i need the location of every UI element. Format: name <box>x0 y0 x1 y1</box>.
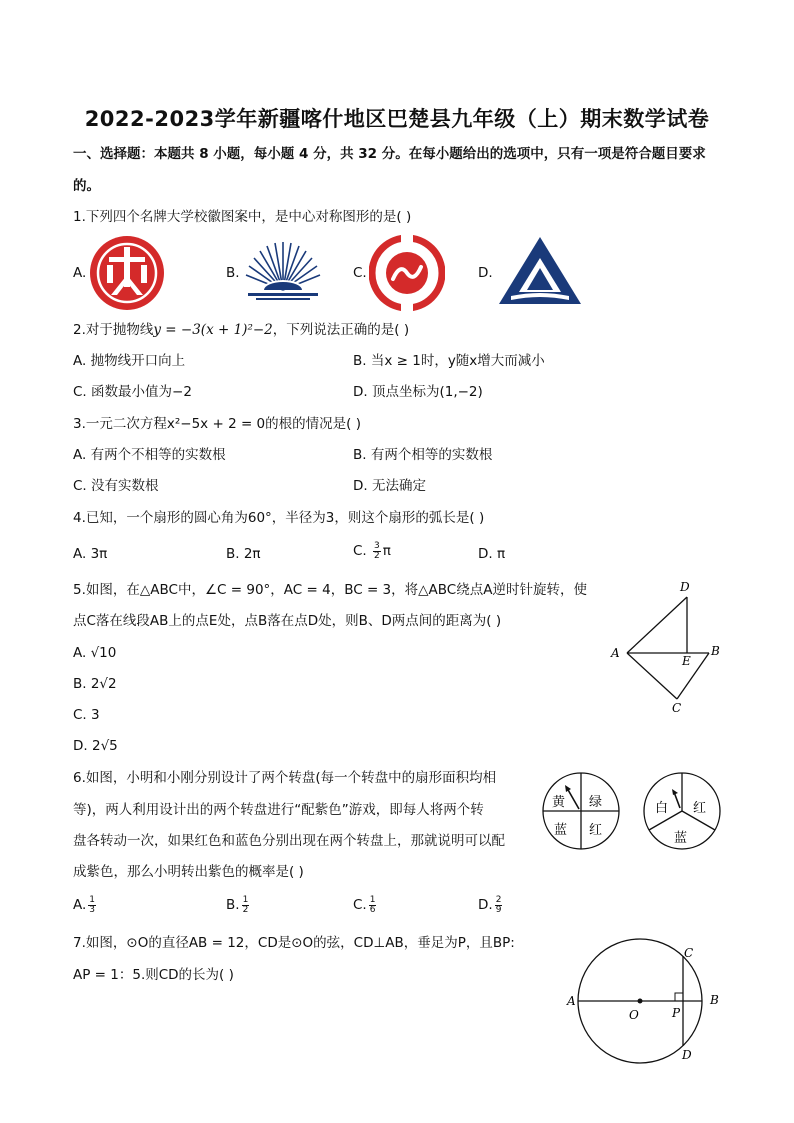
q6-option-d <box>478 895 504 915</box>
q5-label-a: A <box>611 646 620 660</box>
q6-option-d-fraction <box>495 896 503 915</box>
q7-label-p: P <box>672 1006 681 1020</box>
q7-label-a: A <box>567 994 576 1008</box>
q4-option-c <box>353 541 391 561</box>
q2-stem-suffix: ，下列说法正确的是( ) <box>272 322 410 338</box>
q3-option-b: B. 有两个相等的实数根 <box>353 447 493 463</box>
q4-option-c-label: C. <box>353 543 367 559</box>
q6-option-a <box>73 895 98 915</box>
q5-stem-line2: 点C落在线段AB上的点E处，点B落在点D处，则B、D两点间的距离为( ) <box>73 613 502 629</box>
q2-stem-prefix: 2.对于抛物线 <box>73 322 154 338</box>
q5-label-c: C <box>672 701 682 715</box>
spinner-1-red: 红 <box>589 823 603 838</box>
q4-stem: 4.已知，一个扇形的圆心角为60°，半径为3，则这个扇形的弧长是( ) <box>73 510 485 526</box>
spinner-2-figure <box>641 770 723 852</box>
q5-label-e: E <box>682 654 691 668</box>
q5-triangle-figure <box>605 575 725 715</box>
section-heading-line2: 的。 <box>73 178 100 194</box>
spinner-2-blue: 蓝 <box>674 831 688 846</box>
q5-label-b: B <box>711 644 720 658</box>
q7-stem-line2: AP = 1：5.则CD的长为( ) <box>73 967 234 983</box>
q6-option-a-fraction <box>88 896 96 915</box>
q1-option-b-label: B. <box>226 265 240 281</box>
q6-option-b <box>226 895 251 915</box>
q6-option-c-fraction <box>369 896 377 915</box>
q4-option-b: B. 2π <box>226 546 261 562</box>
q2-stem <box>73 320 409 340</box>
q6-c-denominator: 6 <box>369 904 376 915</box>
q4-option-a: A. 3π <box>73 546 108 562</box>
q7-stem-line1: 7.如图，⊙O的直径AB = 12，CD是⊙O的弦，CD⊥AB，垂足为P，且BP: <box>73 935 515 951</box>
q6-option-c-label: C. <box>353 897 367 913</box>
q2-option-c: C. 函数最小值为−2 <box>73 384 192 400</box>
q6-stem-line1: 6.如图，小明和小刚分别设计了两个转盘(每一个转盘中的扇形面积均相 <box>73 770 497 786</box>
spinner-2-red: 红 <box>693 801 707 816</box>
q7-label-d: D <box>682 1048 692 1062</box>
q5-option-a: A. √10 <box>73 645 117 661</box>
q7-label-b: B <box>710 993 719 1007</box>
emblem-b-icon <box>244 240 322 302</box>
spinner-2-white: 白 <box>655 801 669 816</box>
spinner-1-green: 绿 <box>589 795 603 810</box>
q6-option-d-label: D. <box>478 897 493 913</box>
q1-option-c-label: C. <box>353 265 367 281</box>
q6-option-b-fraction <box>242 896 250 915</box>
q4-c-denominator: 2 <box>374 550 380 561</box>
q6-d-numerator: 2 <box>495 894 502 905</box>
q7-label-o: O <box>629 1008 639 1022</box>
q4-option-d: D. π <box>478 546 506 562</box>
q6-a-numerator: 1 <box>89 894 96 905</box>
q5-stem-line1: 5.如图，在△ABC中，∠C = 90°，AC = 4，BC = 3，将△ABC绕点A逆时针旋转，使 <box>73 582 587 598</box>
q3-option-c: C. 没有实数根 <box>73 478 159 494</box>
q6-option-c <box>353 895 378 915</box>
q5-option-c: C. 3 <box>73 707 100 723</box>
q6-a-denominator: 3 <box>89 904 96 915</box>
emblem-c-icon <box>369 235 445 311</box>
q2-option-a: A. 抛物线开口向上 <box>73 353 186 369</box>
q6-option-a-label: A. <box>73 897 87 913</box>
q7-label-c: C <box>684 946 694 960</box>
spinner-1-figure <box>540 770 622 852</box>
q6-d-denominator: 9 <box>495 904 502 915</box>
spinner-1-blue: 蓝 <box>554 823 568 838</box>
q1-option-a-label: A. <box>73 265 87 281</box>
q6-stem-line2: 等)，两人利用设计出的两个转盘进行“配紫色”游戏，即每人将两个转 <box>73 802 484 818</box>
q6-stem-line3: 盘各转动一次，如果红色和蓝色分别出现在两个转盘上，那就说明可以配 <box>73 833 505 849</box>
q6-c-numerator: 1 <box>369 894 376 905</box>
q3-option-a: A. 有两个不相等的实数根 <box>73 447 226 463</box>
q4-c-numerator: 3 <box>374 540 380 551</box>
q2-option-b: B. 当x ≥ 1时，y随x增大而减小 <box>353 353 545 369</box>
q1-stem: 1.下列四个名牌大学校徽图案中，是中心对称图形的是( ) <box>73 209 412 225</box>
q6-stem-line4: 成紫色，那么小明转出紫色的概率是( ) <box>73 864 304 880</box>
q5-option-d: D. 2√5 <box>73 738 118 754</box>
q7-circle-figure <box>562 935 732 1070</box>
spinner-1-yellow: 黄 <box>552 795 566 810</box>
q3-option-d: D. 无法确定 <box>353 478 426 494</box>
q6-b-denominator: 2 <box>242 904 249 915</box>
q5-option-b: B. 2√2 <box>73 676 117 692</box>
emblem-a-icon <box>89 235 165 311</box>
q3-stem: 3.一元二次方程x²−5x + 2 = 0的根的情况是( ) <box>73 416 361 432</box>
q1-option-d-label: D. <box>478 265 493 281</box>
q2-option-d: D. 顶点坐标为(1,−2) <box>353 384 483 400</box>
q6-b-numerator: 1 <box>242 894 249 905</box>
emblem-d-icon <box>497 236 583 308</box>
q4-option-c-fraction <box>373 542 381 561</box>
q4-option-c-pi: π <box>382 543 391 559</box>
q5-label-d: D <box>680 580 690 594</box>
page-title: 2022-2023学年新疆喀什地区巴楚县九年级（上）期末数学试卷 <box>84 107 710 131</box>
q2-stem-equation: y = −3(x + 1)²−2 <box>153 322 273 338</box>
q6-option-b-label: B. <box>226 897 240 913</box>
section-heading-line1: 一、选择题：本题共 8 小题，每小题 4 分，共 32 分。在每小题给出的选项中，只有一项是符合题目要求 <box>73 146 706 162</box>
